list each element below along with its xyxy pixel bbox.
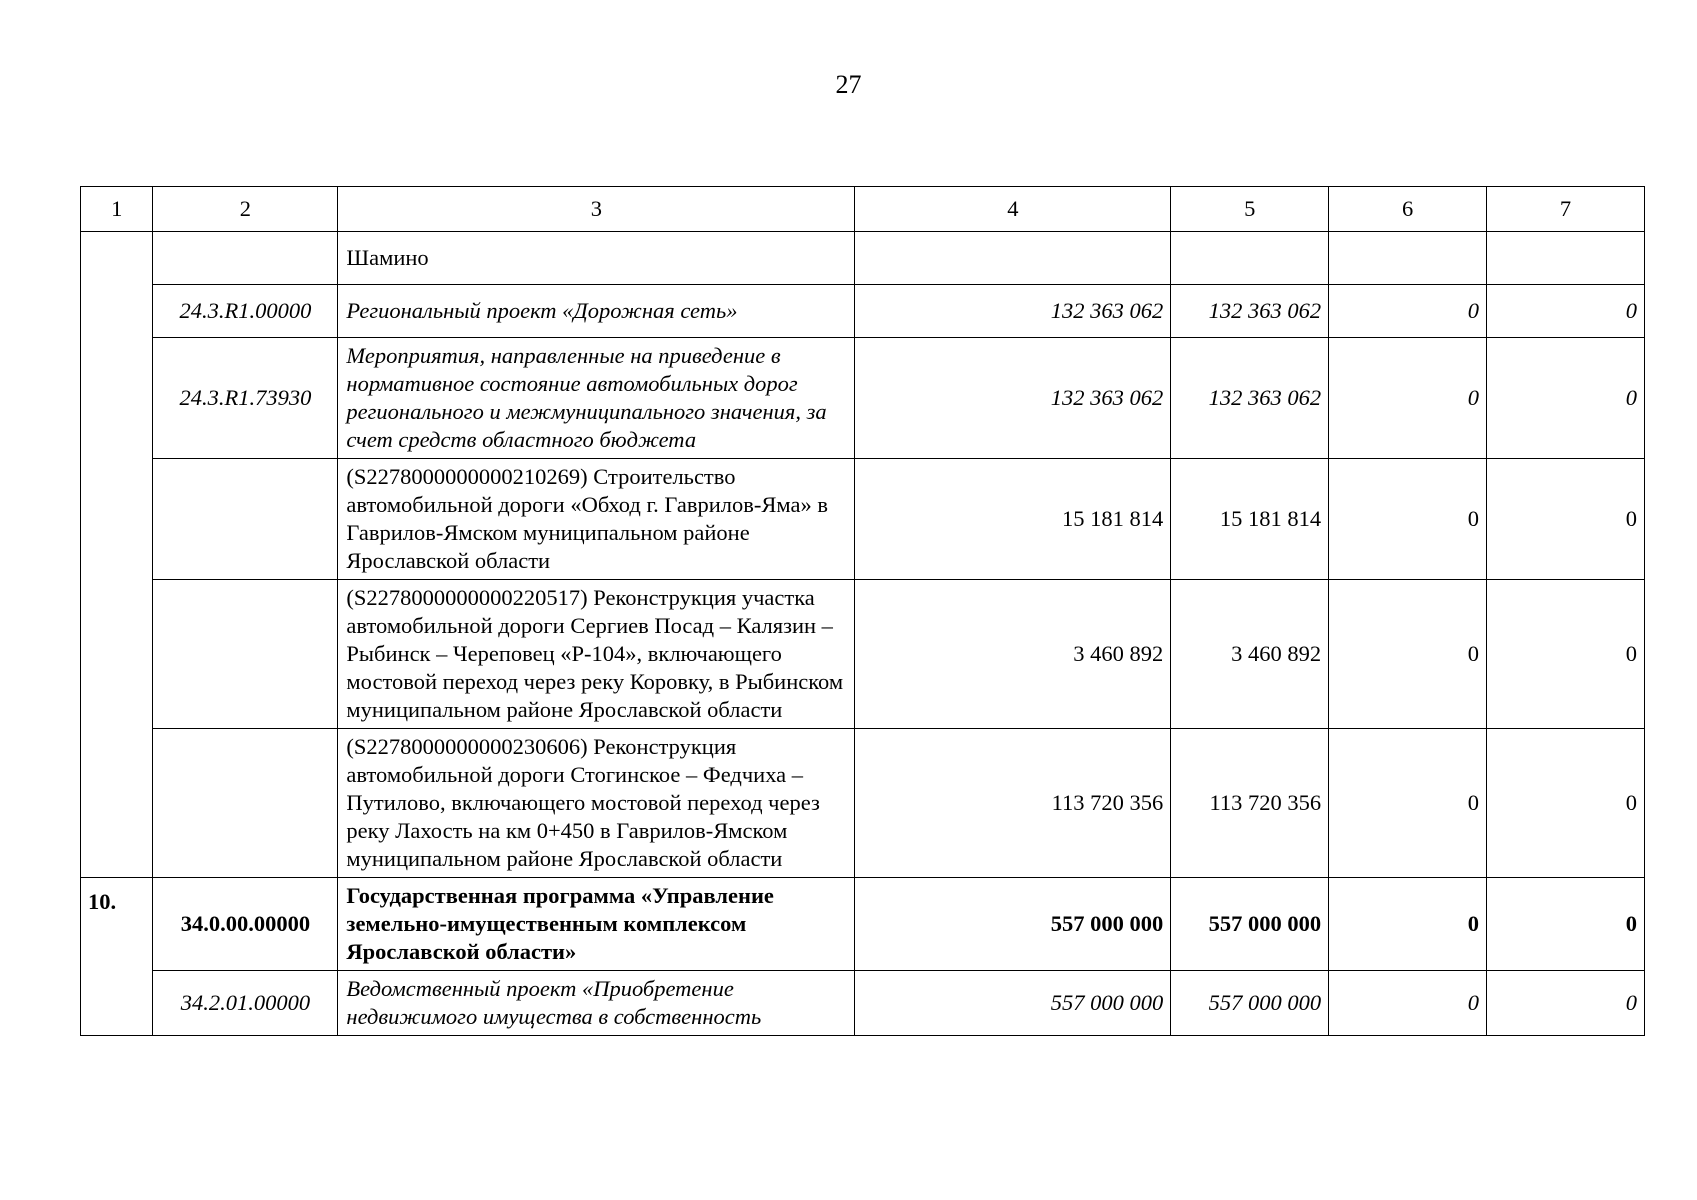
code-cell (153, 232, 338, 285)
code-cell (153, 580, 338, 729)
table-row (81, 971, 1645, 1036)
name-cell: Ведомственный проект «Приобретение недвижимого имущества в собственность (338, 971, 855, 1036)
value-cell-7 (1487, 232, 1645, 285)
value-cell-7: 0 (1487, 285, 1645, 338)
code-cell: 34.2.01.00000 (153, 971, 338, 1036)
value-cell-6: 0 (1329, 285, 1487, 338)
name-cell: Региональный проект «Дорожная сеть» (338, 285, 855, 338)
name-cell: (S2278000000000210269) Строительство автомобильной дороги «Обход г. Гаврилов-Яма» в Гаврилов-Ямском муниципальном районе Ярославской области (338, 459, 855, 580)
value-cell-7: 0 (1487, 459, 1645, 580)
value-cell-7: 0 (1487, 878, 1645, 971)
column-header: 2 (153, 187, 338, 232)
value-cell-6: 0 (1329, 580, 1487, 729)
value-cell-5: 132 363 062 (1171, 285, 1329, 338)
value-cell-5: 3 460 892 (1171, 580, 1329, 729)
table-row (81, 580, 1645, 729)
row-number-cell (81, 232, 153, 878)
column-header: 1 (81, 187, 153, 232)
value-cell-7: 0 (1487, 971, 1645, 1036)
value-cell-4: 132 363 062 (855, 338, 1171, 459)
table-row (81, 232, 1645, 285)
page-number: 27 (835, 70, 862, 99)
table-row (81, 878, 1645, 971)
value-cell-6: 0 (1329, 878, 1487, 971)
value-cell-4 (855, 232, 1171, 285)
table-header-row (81, 187, 1645, 232)
value-cell-5: 557 000 000 (1171, 971, 1329, 1036)
column-header: 6 (1329, 187, 1487, 232)
name-cell: Шамино (338, 232, 855, 285)
value-cell-6: 0 (1329, 459, 1487, 580)
column-header: 7 (1487, 187, 1645, 232)
column-header: 3 (338, 187, 855, 232)
value-cell-6: 0 (1329, 338, 1487, 459)
table-row (81, 729, 1645, 878)
code-cell: 24.3.R1.00000 (153, 285, 338, 338)
table-row (81, 338, 1645, 459)
value-cell-5: 132 363 062 (1171, 338, 1329, 459)
value-cell-5: 113 720 356 (1171, 729, 1329, 878)
name-cell: (S2278000000000220517) Реконструкция участка автомобильной дороги Сергиев Посад – Калязин – Рыбинск – Череповец «Р-104», включающего мостовой переход через реку Коровку, в Рыбинском муниципальном районе Ярославской области (338, 580, 855, 729)
value-cell-4: 3 460 892 (855, 580, 1171, 729)
name-cell: Мероприятия, направленные на приведение в нормативное состояние автомобильных дорог регионального и межмуниципального значения, за счет средств областного бюджета (338, 338, 855, 459)
budget-table (80, 186, 1645, 1036)
value-cell-6: 0 (1329, 971, 1487, 1036)
value-cell-4: 15 181 814 (855, 459, 1171, 580)
value-cell-7: 0 (1487, 338, 1645, 459)
table-row (81, 285, 1645, 338)
table-row (81, 459, 1645, 580)
value-cell-4: 113 720 356 (855, 729, 1171, 878)
value-cell-5: 557 000 000 (1171, 878, 1329, 971)
column-header: 5 (1171, 187, 1329, 232)
value-cell-4: 557 000 000 (855, 878, 1171, 971)
column-header: 4 (855, 187, 1171, 232)
name-cell: (S2278000000000230606) Реконструкция автомобильной дороги Стогинское – Федчиха – Путилово, включающего мостовой переход через реку Лахость на км 0+450 в Гаврилов-Ямском муниципальном районе Ярославской области (338, 729, 855, 878)
value-cell-5 (1171, 232, 1329, 285)
value-cell-7: 0 (1487, 580, 1645, 729)
code-cell (153, 459, 338, 580)
value-cell-4: 557 000 000 (855, 971, 1171, 1036)
value-cell-6 (1329, 232, 1487, 285)
value-cell-5: 15 181 814 (1171, 459, 1329, 580)
code-cell: 24.3.R1.73930 (153, 338, 338, 459)
code-cell: 34.0.00.00000 (153, 878, 338, 971)
name-cell: Государственная программа «Управление земельно-имущественным комплексом Ярославской области» (338, 878, 855, 971)
code-cell (153, 729, 338, 878)
value-cell-6: 0 (1329, 729, 1487, 878)
value-cell-7: 0 (1487, 729, 1645, 878)
value-cell-4: 132 363 062 (855, 285, 1171, 338)
row-number-cell: 10. (81, 878, 153, 1036)
